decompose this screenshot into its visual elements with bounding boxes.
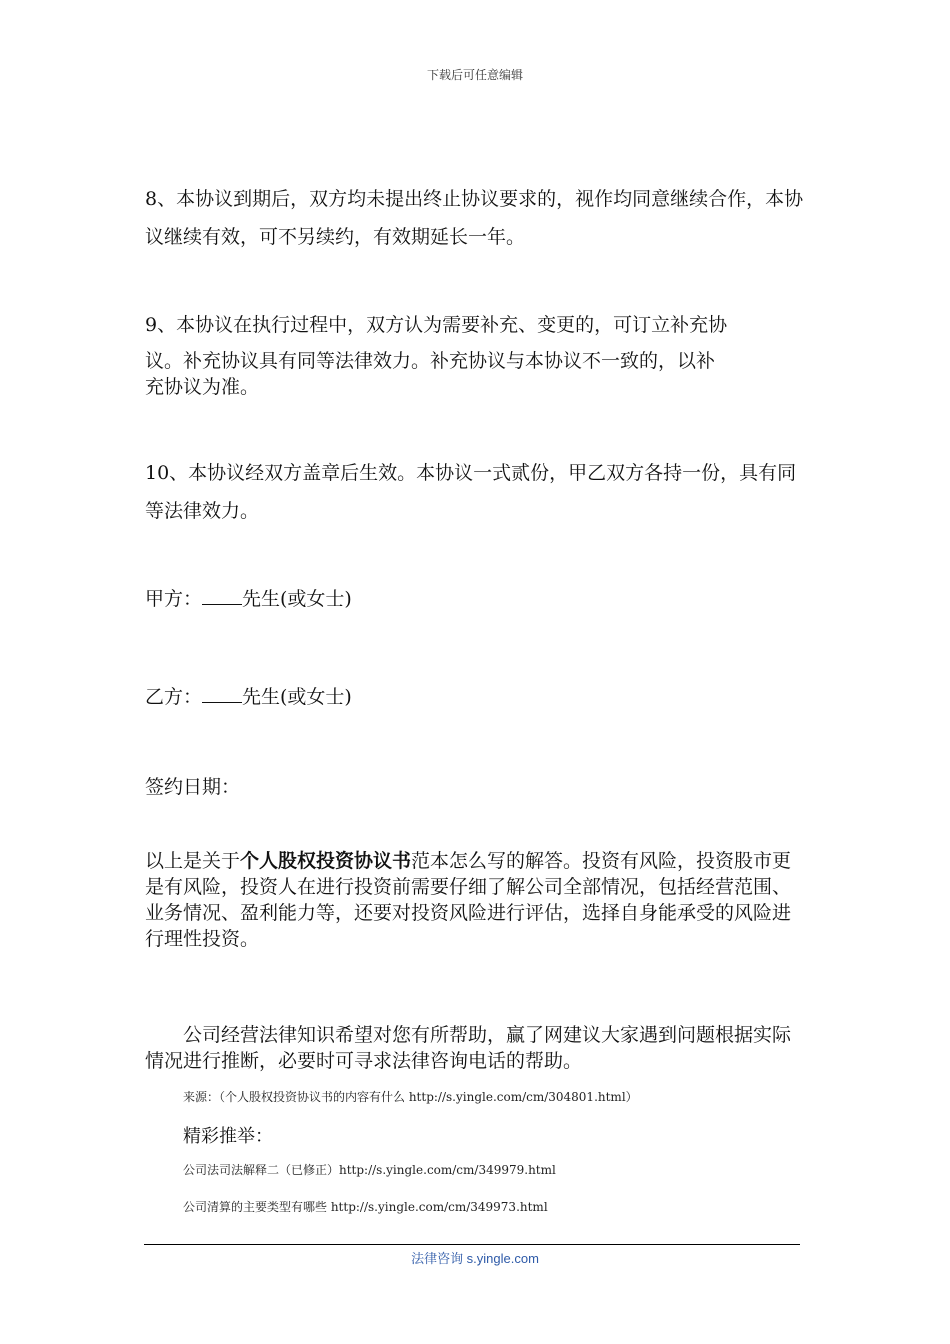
recommend-link-1[interactable]: 公司法司法解释二（已修正）http://s.yingle.com/cm/349979.html xyxy=(183,1163,556,1177)
footer-link[interactable]: 法律咨询 s.yingle.com xyxy=(411,1251,539,1266)
party-b-suffix: 先生(或女士) xyxy=(242,686,352,708)
page-header: 下载后可任意编辑 xyxy=(426,68,523,82)
party-a-label: 甲方： xyxy=(145,588,203,610)
footer-divider xyxy=(144,1244,800,1245)
summary-rest: 范本怎么写的解答。投资有风险，投资股市更是有风险，投资人在进行投资前需要仔细了解公司全部情况，包括经营范围、业务情况、盈利能力等，还要对投资风险进行评估，选择自身能承受的风险进行理性投资。 xyxy=(145,850,792,950)
summary-prefix: 以上是关于 xyxy=(145,850,241,872)
clause-9 xyxy=(145,312,805,400)
sign-date: 签约日期： xyxy=(145,776,241,798)
clause-10: 10、本协议经双方盖章后生效。本协议一式贰份，甲乙双方各持一份，具有同等法律效力。 xyxy=(145,462,797,522)
clause-9-line-1: 9、本协议在执行过程中，双方认为需要补充、变更的，可订立补充协 xyxy=(145,314,728,336)
party-b-blank xyxy=(202,684,242,703)
party-a-suffix: 先生(或女士) xyxy=(242,588,352,610)
recommend-title: 精彩推举： xyxy=(183,1126,273,1147)
party-b-line xyxy=(145,678,805,716)
summary-paragraph xyxy=(145,848,805,952)
clause-9-line-3: 充协议为准。 xyxy=(145,376,260,398)
party-b-label: 乙方： xyxy=(145,686,203,708)
recommend-link-2[interactable]: 公司清算的主要类型有哪些 http://s.yingle.com/cm/349973.html xyxy=(183,1200,548,1214)
source-line: 来源：（个人股权投资协议书的内容有什么 http://s.yingle.com/cm/304801.html） xyxy=(183,1090,638,1104)
clause-9-line-2: 议。补充协议具有同等法律效力。补充协议与本协议不一致的，以补 xyxy=(145,350,716,372)
party-a-line xyxy=(145,580,805,618)
closing-paragraph: 公司经营法律知识希望对您有所帮助，赢了网建议大家遇到问题根据实际情况进行推断，必要时可寻求法律咨询电话的帮助。 xyxy=(145,1024,792,1072)
party-a-blank xyxy=(202,586,242,605)
clause-8: 8、本协议到期后，双方均未提出终止协议要求的，视作均同意继续合作，本协议继续有效，可不另续约，有效期延长一年。 xyxy=(145,188,804,248)
summary-bold-title: 个人股权投资协议书 xyxy=(240,850,412,872)
